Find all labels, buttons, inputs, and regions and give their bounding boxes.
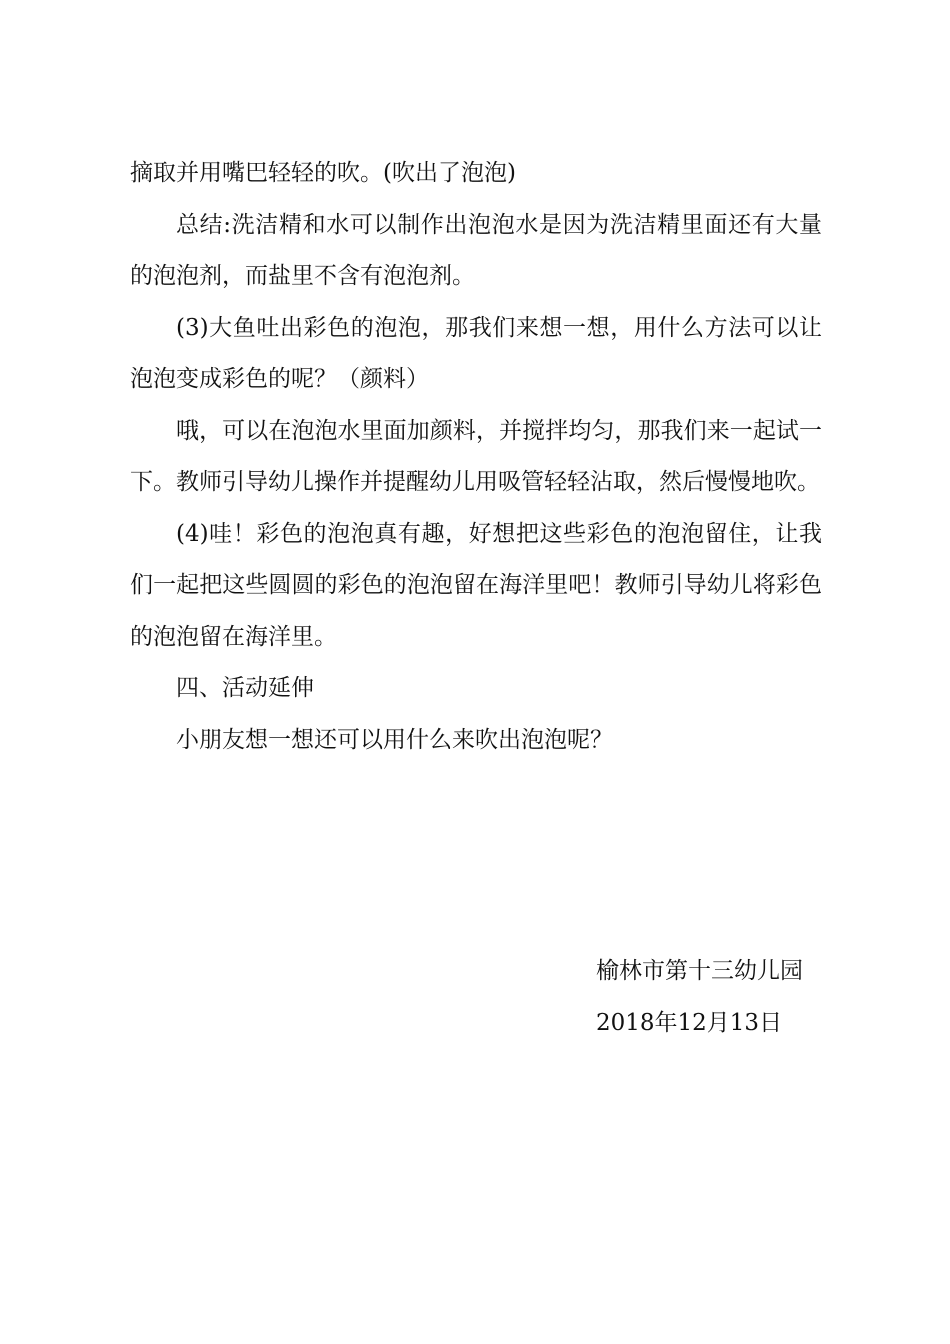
paragraph-5: (4)哇！彩色的泡泡真有趣，好想把这些彩色的泡泡留住，让我们一起把这些圆圆的彩色的泡泡留在海洋里吧！教师引导幼儿将彩色的泡泡留在海洋里。: [130, 520, 822, 650]
section-heading-activity-extension: 四、活动延伸: [176, 675, 314, 701]
paragraph-1: 摘取并用嘴巴轻轻的吹。(吹出了泡泡): [130, 160, 516, 186]
paragraph-4: 哦，可以在泡泡水里面加颜料，并搅拌均匀，那我们来一起试一下。教师引导幼儿操作并提醒幼儿用吸管轻轻沾取，然后慢慢地吹。: [130, 417, 822, 495]
paragraph-2: 总结:洗洁精和水可以制作出泡泡水是因为洗洁精里面还有大量的泡泡剂，而盐里不含有泡泡剂。: [130, 211, 822, 289]
signature-block: [596, 946, 836, 1049]
document-body: [130, 148, 822, 766]
paragraph-6: 小朋友想一想还可以用什么来吹出泡泡呢？: [176, 726, 613, 753]
signature-organization: 榆林市第十三幼儿园: [596, 958, 803, 984]
paragraph-3: (3)大鱼吐出彩色的泡泡，那我们来想一想，用什么方法可以让泡泡变成彩色的呢？（颜料）: [130, 314, 822, 392]
signature-date: 2018年12月13日: [596, 1009, 783, 1036]
